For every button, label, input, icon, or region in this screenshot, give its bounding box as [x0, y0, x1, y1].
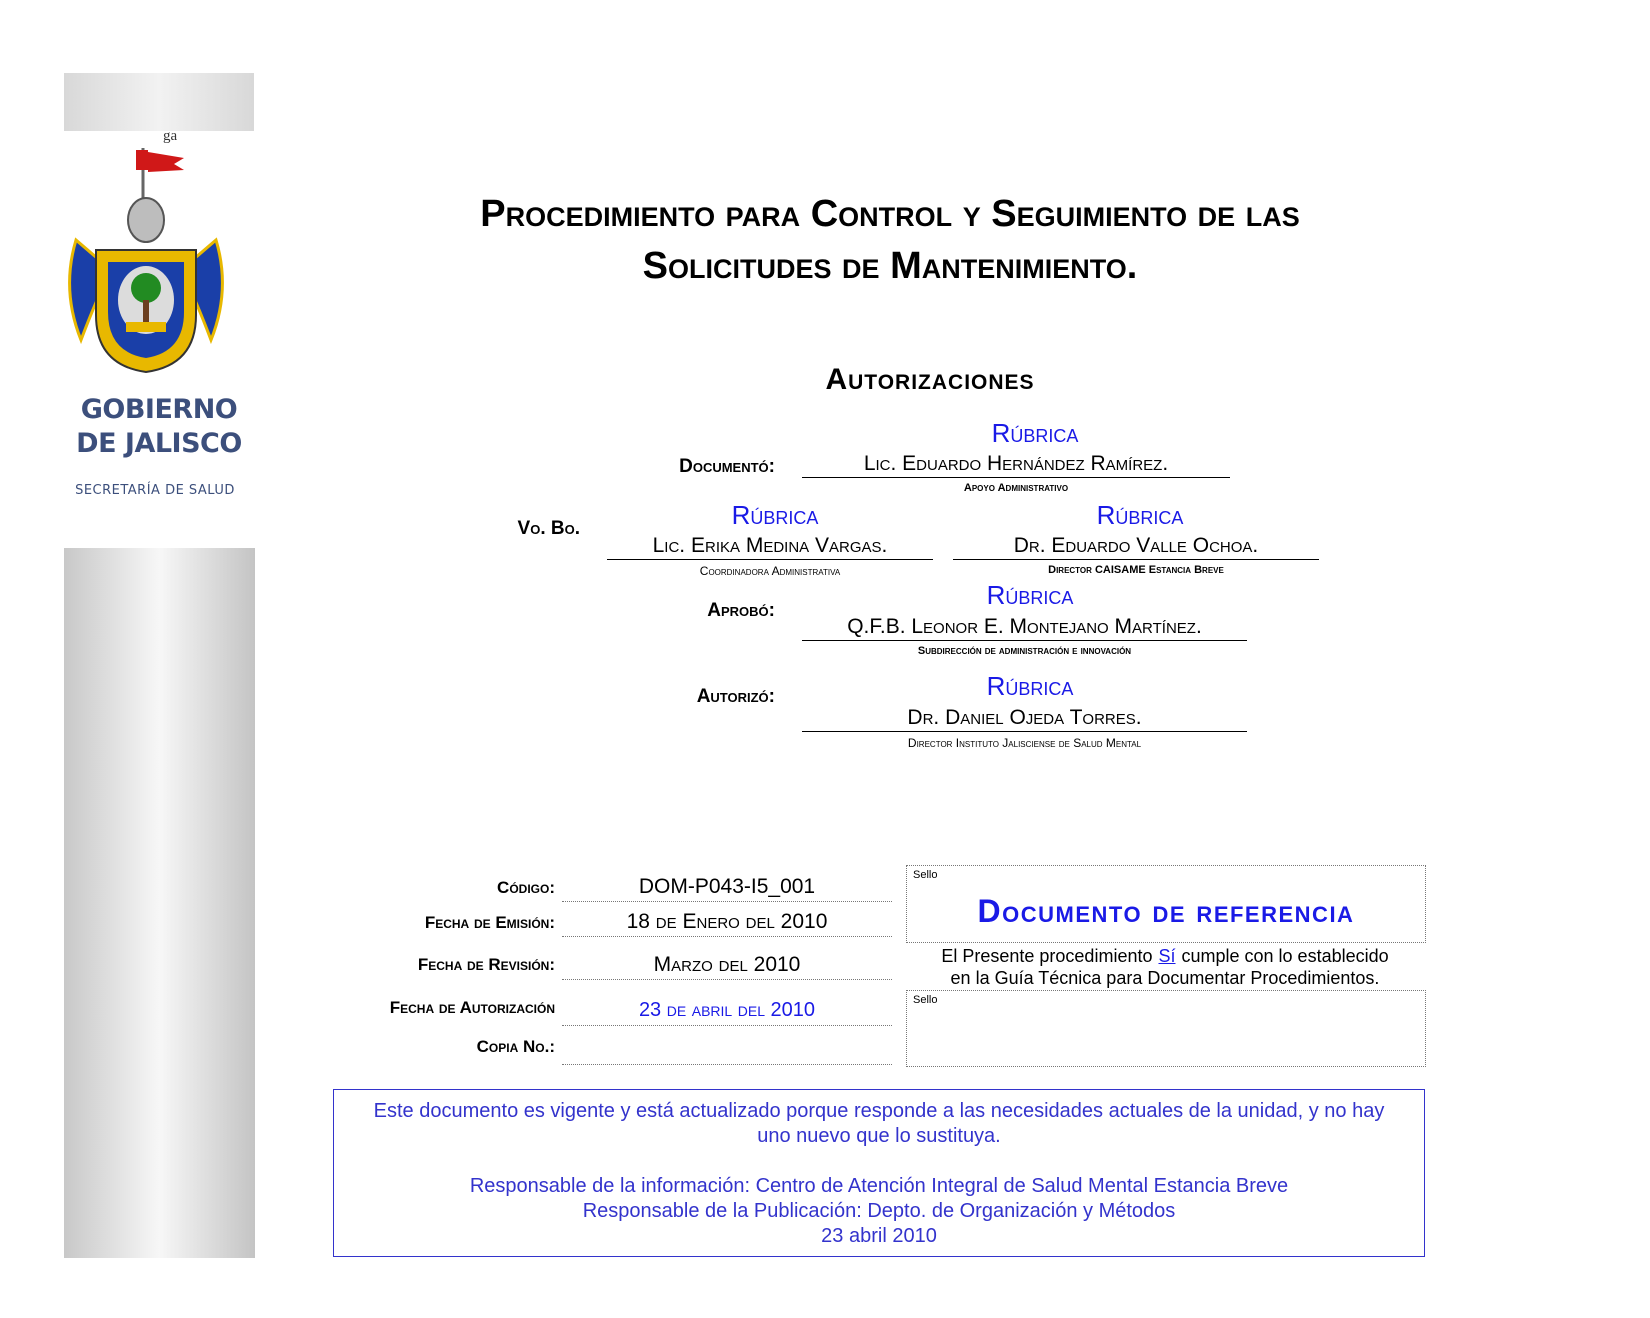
gobierno-line: GOBIERNO [80, 394, 238, 425]
autorizaciones-heading: Autorizaciones [825, 363, 1035, 396]
aprobo-position: Subdirección de administración e innovación [917, 645, 1132, 657]
rubrica-documento: Rúbrica [991, 418, 1079, 448]
autorizo-label: Autorizó: [696, 686, 775, 707]
codigo-value: DOM-P043-I5_001 [562, 872, 892, 902]
vobo-right-name: Dr. Eduardo Valle Ochoa. [953, 534, 1319, 560]
jalisco-coat-of-arms-icon [56, 140, 236, 385]
autorizo-name: Dr. Daniel Ojeda Torres. [802, 706, 1247, 732]
footer-resp-info: Responsable de la información: Centro de Atención Integral de Salud Mental Estancia Breve [469, 1175, 1289, 1197]
gobierno-de-jalisco-logotype [64, 393, 254, 461]
footer-resp-pub: Responsable de la Publicación: Depto. de Organización y Métodos [582, 1200, 1176, 1222]
copia-no-value [562, 1035, 892, 1065]
aprobo-name: Q.F.B. Leonor E. Montejano Martínez. [802, 615, 1247, 641]
header-gray-bar [64, 73, 254, 131]
documento-name: Lic. Eduardo Hernández Ramírez. [802, 452, 1230, 478]
presente-line-2: en la Guía Técnica para Documentar Procedimientos. [950, 968, 1380, 988]
vobo-left-position: Coordinadora Administrativa [699, 564, 841, 578]
vobo-right-position: Director CAISAME Estancia Breve [1048, 564, 1224, 576]
jalisco-line: DE JALISCO [76, 428, 242, 459]
fecha-revision-label: Fecha de Revisión: [417, 955, 555, 974]
title-line-1: Procedimiento para Control y Seguimiento de las [480, 193, 1300, 235]
footer-date: 23 abril 2010 [821, 1225, 937, 1247]
fecha-emision-value: 18 de Enero del 2010 [562, 907, 892, 937]
aprobo-label: Aprobó: [707, 600, 775, 621]
vobo-left-name: Lic. Erika Medina Vargas. [607, 534, 933, 560]
rubrica-vobo-right: Rúbrica [1096, 500, 1184, 530]
secretaria-de-salud-text: SECRETARÍA DE SALUD [75, 483, 235, 498]
footer-vigente: Este documento es vigente y está actualizado porque responde a las necesidades actuales de la unidad, y no hay uno nuevo que lo sustituya. [373, 1100, 1385, 1147]
title-line-2: Solicitudes de Mantenimiento. [642, 245, 1138, 287]
documento-referencia-heading: Documento de referencia [977, 893, 1355, 929]
autorizo-position: Director Instituto Jalisciense de Salud Mental [907, 736, 1142, 750]
fecha-emision-label: Fecha de Emisión: [424, 913, 555, 932]
sidebar-gray-bar [64, 548, 255, 1258]
fecha-revision-value: Marzo del 2010 [562, 950, 892, 980]
documento-label: Documentó: [679, 456, 775, 477]
sello-box-bottom [906, 990, 1426, 1067]
sello-label-top: Sello [913, 869, 938, 881]
footer-notice-box [333, 1089, 1425, 1257]
rubrica-vobo-left: Rúbrica [731, 500, 819, 530]
copia-no-label: Copia No.: [476, 1037, 555, 1056]
vobo-label: Vo. Bo. [517, 518, 580, 539]
sello-label-bottom: Sello [913, 994, 938, 1006]
fecha-autorizacion-value: 23 de abril del 2010 [562, 996, 892, 1026]
documento-position: Apoyo Administrativo [963, 482, 1069, 494]
header-fragment-text: ga [163, 128, 178, 144]
rubrica-autorizo: Rúbrica [986, 671, 1074, 701]
presente-pre: El Presente procedimiento [941, 946, 1153, 966]
presente-statement [900, 945, 1430, 989]
presente-line-1 [900, 945, 1430, 967]
codigo-label: Código: [497, 878, 555, 897]
document-title [330, 188, 1450, 292]
presente-post: cumple con lo establecido [1181, 946, 1389, 966]
fecha-autorizacion-label: Fecha de Autorización [389, 998, 555, 1017]
rubrica-aprobo: Rúbrica [986, 580, 1074, 610]
presente-si: Sí [1158, 946, 1176, 966]
